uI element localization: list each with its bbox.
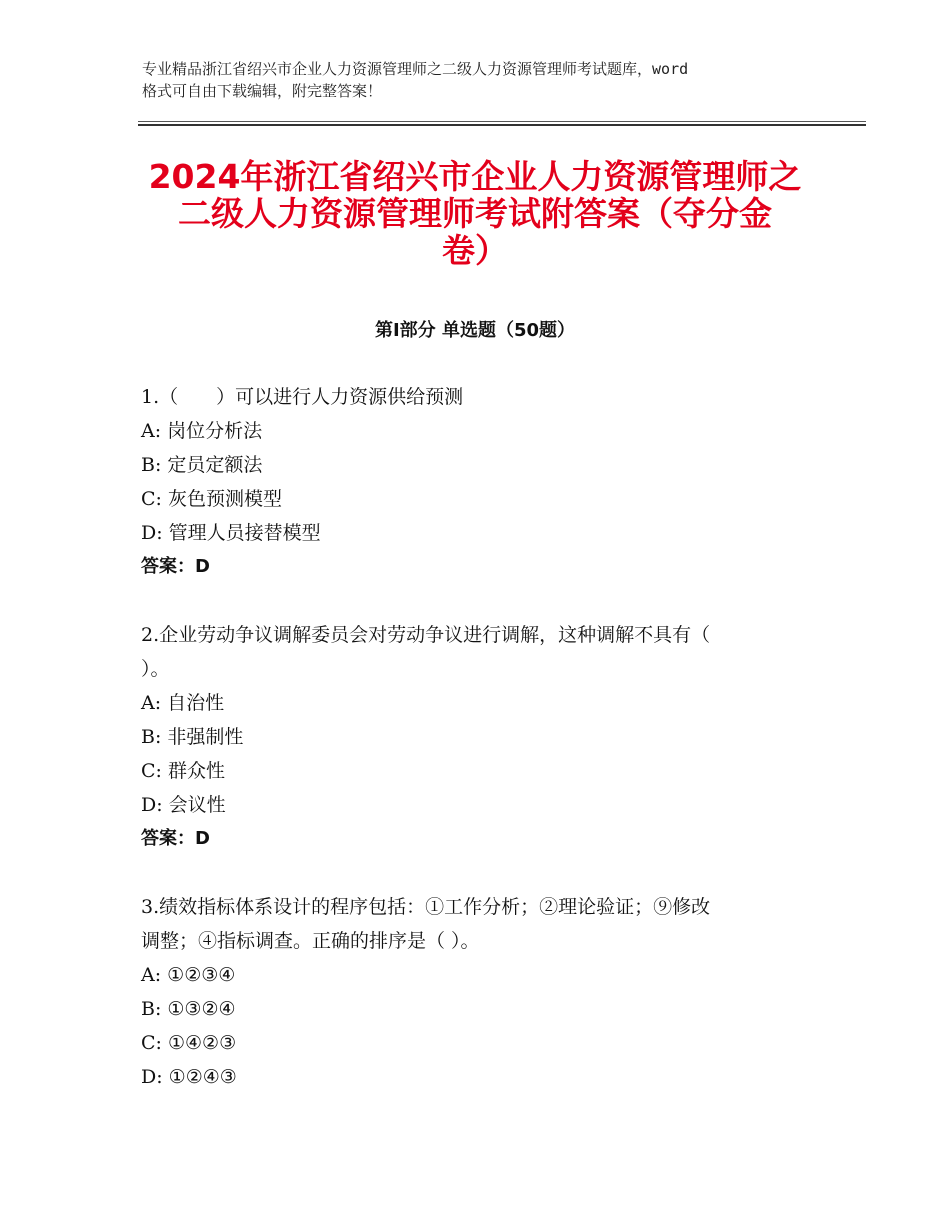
section-heading: 第Ⅰ部分 单选题（50题） xyxy=(374,320,575,341)
option-b: B: ①③②④ xyxy=(141,998,236,1020)
header-note-line-1: 专业精品浙江省绍兴市企业人力资源管理师之二级人力资源管理师考试题库，word xyxy=(142,60,689,78)
question-stem: 1.（ ）可以进行人力资源供给预测 xyxy=(141,386,464,408)
document-title xyxy=(130,158,820,269)
header-note xyxy=(142,58,832,102)
option-a: A: 岗位分析法 xyxy=(141,420,263,442)
option-d: D: 会议性 xyxy=(141,794,226,816)
option-c: C: ①④②③ xyxy=(141,1032,237,1054)
header-note-line-2: 格式可自由下载编辑，附完整答案！ xyxy=(142,82,383,100)
option-c: C: 群众性 xyxy=(141,760,225,782)
question-stem-continued: ）。 xyxy=(141,658,170,680)
option-d: D: 管理人员接替模型 xyxy=(141,522,321,544)
header-divider-top xyxy=(138,121,866,122)
question-stem-continued: 调整；④指标调查。正确的排序是（ ）。 xyxy=(141,930,480,952)
question-list xyxy=(141,380,821,1094)
option-a: A: 自治性 xyxy=(141,692,225,714)
question-block xyxy=(141,380,821,584)
question-stem: 2.企业劳动争议调解委员会对劳动争议进行调解，这种调解不具有（ xyxy=(141,624,711,646)
question-spacer xyxy=(141,584,821,618)
header-divider-bottom xyxy=(138,124,866,126)
title-line-2: 二级人力资源管理师考试附答案（夺分金 xyxy=(178,194,772,233)
answer-line: 答案：D xyxy=(141,556,210,577)
answer-line: 答案：D xyxy=(141,828,210,849)
question-block xyxy=(141,890,821,1094)
option-c: C: 灰色预测模型 xyxy=(141,488,282,510)
option-d: D: ①②④③ xyxy=(141,1066,237,1088)
title-line-1: 2024年浙江省绍兴市企业人力资源管理师之 xyxy=(148,157,802,196)
option-a: A: ①②③④ xyxy=(141,964,236,986)
question-stem: 3.绩效指标体系设计的程序包括：①工作分析；②理论验证；⑨修改 xyxy=(141,896,711,918)
title-line-3: 卷） xyxy=(442,231,508,270)
option-b: B: 非强制性 xyxy=(141,726,244,748)
question-block xyxy=(141,618,821,856)
option-b: B: 定员定额法 xyxy=(141,454,263,476)
question-spacer xyxy=(141,856,821,890)
